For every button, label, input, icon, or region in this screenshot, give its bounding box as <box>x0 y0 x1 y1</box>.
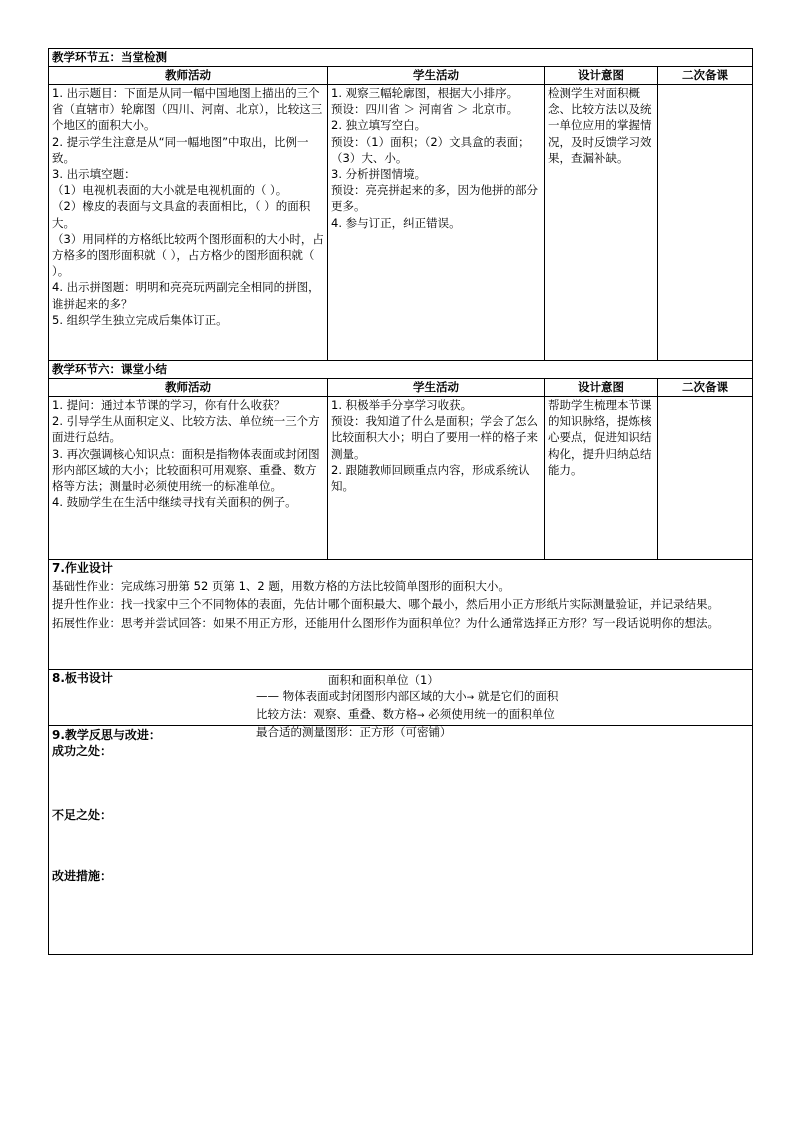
reflection-improve-label: 改进措施： <box>52 868 113 883</box>
lesson-plan-sheet <box>48 48 752 955</box>
homework-item: 提升性作业：找一找家中三个不同物体的表面，先估计哪个面积最大、哪个最小，然后用小正方形纸片实际测量验证，并记录结果。 <box>52 597 719 612</box>
homework-item: 拓展性作业：思考并尝试回答：如果不用正方形，还能用什么图形作为面积单位？为什么通常选择正方形？写一段话说明你的想法。 <box>52 615 719 630</box>
student-item: 预设：亮亮拼起来的多，因为他拼的部分更多。 <box>331 183 538 214</box>
header-teacher: 教师活动 <box>49 67 328 85</box>
reflection-success-area[interactable] <box>52 759 749 807</box>
teacher-item: 1. 提问：通过本节课的学习，你有什么收获？ <box>52 398 286 412</box>
intent-text: 检测学生对面积概念、比较方法以及统一单位应用的掌握情况，及时反馈学习效果，查漏补缺。 <box>548 86 652 165</box>
section5-revision-cell[interactable] <box>658 85 753 361</box>
intent-text: 帮助学生梳理本节课的知识脉络，提炼核心要点，促进知识结构化，提升归纳总结能力。 <box>548 398 652 477</box>
section5-student-cell <box>328 85 545 361</box>
board-line-1-text: —— 物体表面或封闭图形内部区域的大小 <box>256 689 467 703</box>
header-student: 学生活动 <box>328 379 545 397</box>
reflection-shortfall-label: 不足之处： <box>52 808 113 823</box>
student-item: 1. 积极举手分享学习收获。 <box>331 398 473 412</box>
section6-student-cell <box>328 397 545 560</box>
teacher-item: 3. 再次强调核心知识点：面积是指物体表面或封闭图形内部区域的大小；比较面积可用观察、重叠、数方格等方法；测量时必须使用统一的标准单位。 <box>52 446 320 494</box>
arrow-right-icon: → <box>466 693 475 703</box>
teacher-item: （3）用同样的方格纸比较两个图形面积的大小时，占方格多的图形面积就（ ），占方格少的图形面积就（ ）。 <box>52 231 324 279</box>
teacher-item: 4. 出示拼图题：明明和亮亮玩两副完全相同的拼图，谁拼起来的多？ <box>52 280 320 311</box>
board-heading: 面积和面积单位（1） <box>328 673 439 687</box>
student-item: 2. 独立填写空白。 <box>331 118 427 133</box>
teacher-item: 3. 出示填空题： <box>52 167 136 182</box>
teacher-item: 4. 鼓励学生在生活中继续寻找有关面积的例子。 <box>52 495 297 510</box>
section6-teacher-cell <box>49 397 328 560</box>
header-teacher: 教师活动 <box>49 379 328 397</box>
header-revision: 二次备课 <box>658 379 753 397</box>
student-item: 2. 跟随教师回顾重点内容，形成系统认知。 <box>331 462 530 494</box>
homework-section <box>49 560 753 670</box>
header-revision: 二次备课 <box>658 67 753 85</box>
board-line-1 <box>256 688 558 706</box>
homework-item: 基础性作业：完成练习册第 52 页第 1、2 题，用数方格的方法比较简单图形的面积大小。 <box>52 579 510 594</box>
header-intent: 设计意图 <box>545 379 658 397</box>
reflection-improve-area[interactable] <box>52 884 749 924</box>
arrow-right-icon: → <box>417 711 425 721</box>
student-item: 预设：四川省 ＞ 河南省 ＞ 北京市。 <box>331 102 519 117</box>
board-line-2 <box>256 706 558 724</box>
board-line-3: 最合适的测量图形：正方形（可密铺） <box>256 725 452 739</box>
board-line-2-text: 比较方法：观察、重叠、数方格 <box>256 707 417 721</box>
teacher-item: 2. 引导学生从面积定义、比较方法、单位统一三个方面进行总结。 <box>52 414 320 445</box>
board-line-1-result: 就是它们的面积 <box>474 689 559 703</box>
board-line-2-result: 必须使用统一的面积单位 <box>424 707 555 721</box>
student-item: 预设：我知道了什么是面积；学会了怎么比较面积大小；明白了要用一样的格子来测量。 <box>331 414 538 461</box>
lesson-plan-table <box>48 48 753 955</box>
reflection-section <box>49 726 753 955</box>
homework-title: 7.作业设计 <box>52 561 113 575</box>
student-item: 4. 参与订正，纠正错误。 <box>331 215 461 230</box>
reflection-success-label: 成功之处： <box>52 744 113 759</box>
board-content <box>256 672 558 740</box>
header-intent: 设计意图 <box>545 67 658 85</box>
teacher-item: 1. 出示题目：下面是从同一幅中国地图上描出的三个省（直辖市）轮廓图（四川、河南、北京），比较这三个地区的面积大小。 <box>52 86 323 133</box>
teacher-item: 2. 提示学生注意是从“同一幅地图”中取出，比例一致。 <box>52 134 309 165</box>
section5-teacher-cell <box>49 85 328 361</box>
section5-title: 教学环节五：当堂检测 <box>49 49 753 67</box>
header-student: 学生活动 <box>328 67 545 85</box>
section6-revision-cell[interactable] <box>658 397 753 560</box>
section6-title: 教学环节六：课堂小结 <box>49 361 753 379</box>
reflection-title: 9.教学反思与改进： <box>52 728 161 742</box>
reflection-shortfall-area[interactable] <box>52 824 749 868</box>
board-title: 8.板书设计 <box>52 671 113 685</box>
student-item: 3. 分析拼图情境。 <box>331 167 427 182</box>
student-item: 预设：（1）面积；（2）文具盒的表面；（3）大、小。 <box>331 134 530 165</box>
teacher-item: （1）电视机表面的大小就是电视机面的（ ）。 <box>52 183 288 198</box>
teacher-item: （2）橡皮的表面与文具盒的表面相比，（ ）的面积大。 <box>52 199 311 230</box>
section6-intent-cell <box>545 397 658 560</box>
teacher-item: 5. 组织学生独立完成后集体订正。 <box>52 312 228 327</box>
section5-intent-cell <box>545 85 658 361</box>
student-item: 1. 观察三幅轮廓图，根据大小排序。 <box>331 86 519 100</box>
